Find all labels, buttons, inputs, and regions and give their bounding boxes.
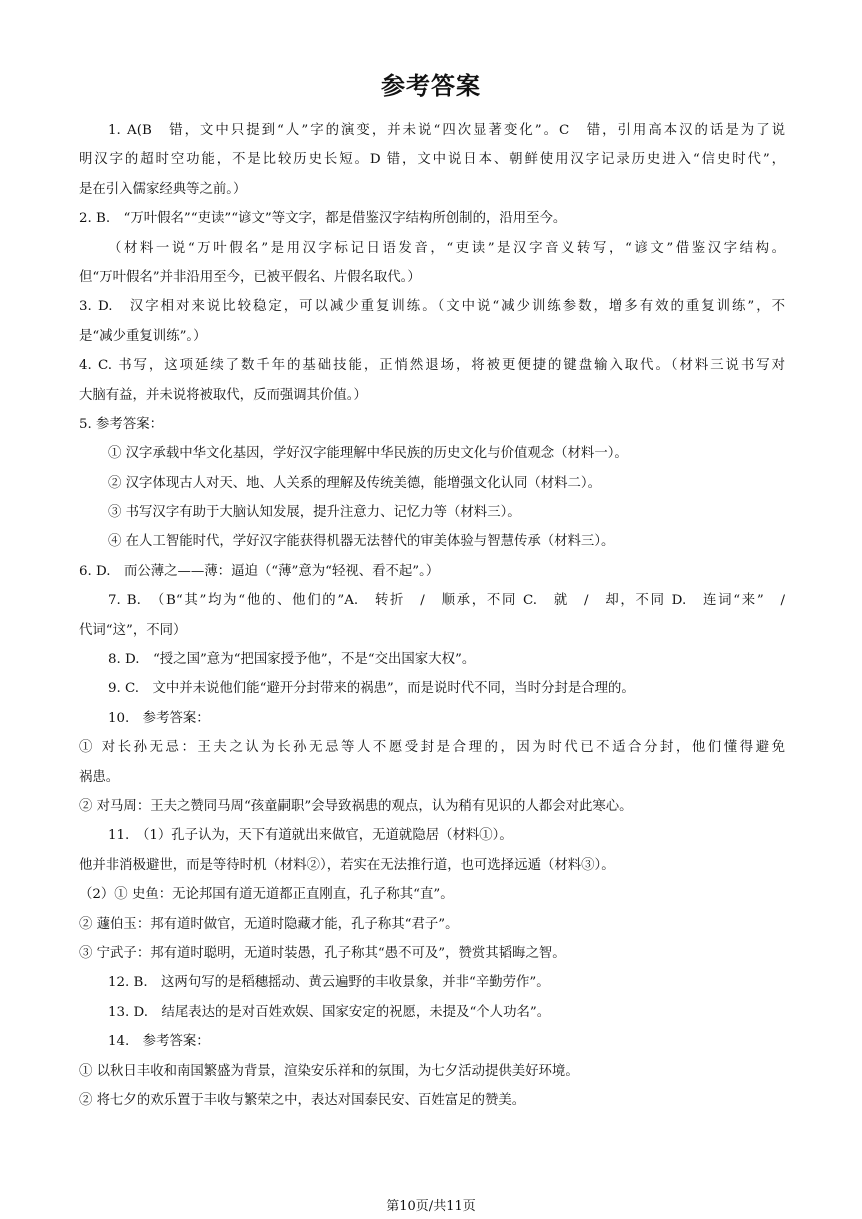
page-title: 参考答案 <box>381 72 481 100</box>
answer-11-part-2-point-3: ③ 宁武子：邦有道时聪明，无道时装愚，孔子称其“愚不可及”，赞赏其韬晦之智。 <box>79 945 566 961</box>
page-number: 第10页/共11页 <box>386 1199 476 1214</box>
answer-body <box>79 116 785 1115</box>
answer-10-heading: 10. 参考答案： <box>108 710 210 726</box>
answer-1-line-2: 明汉字的超时空功能，不是比较历史长短。D 错，文中说日本、朝鲜使用汉字记录历史进入“信史时代”， <box>79 152 785 168</box>
answer-1-line-1: 1. A(B 错，文中只提到“人”字的演变，并未说“四次显著变化”。C 错，引用高本汉的话是为了说 <box>108 123 785 138</box>
answer-2-line-1: 2. B. “万叶假名”“吏读”“谚文”等文字，都是借鉴汉字结构所创制的，沿用至今。 <box>79 211 567 227</box>
answer-2-line-3: 但“万叶假名”并非沿用至今，已被平假名、片假名取代。） <box>79 269 421 285</box>
answer-14-point-2: ② 将七夕的欢乐置于丰收与繁荣之中，表达对国泰民安、百姓富足的赞美。 <box>79 1092 526 1108</box>
answer-11-part-2-point-1: （2）① 史鱼：无论邦国有道无道都正直刚直，孔子称其“直”。 <box>79 887 454 903</box>
answer-4-line-1: 4. C. 书写，这项延续了数千年的基础技能，正悄然退场，将被更便捷的键盘输入取代。（材料三说书写对 <box>79 358 785 374</box>
answer-12: 12. B. 这两句写的是稻穗摇动、黄云遍野的丰收景象，并非“辛勤劳作”。 <box>108 975 550 991</box>
answer-11-part-1-line-1: 11. （1）孔子认为，天下有道就出来做官，无道就隐居（材料①）。 <box>108 828 513 844</box>
answer-14-heading: 14. 参考答案： <box>108 1034 210 1050</box>
answer-5-heading: 5. 参考答案： <box>79 416 163 432</box>
answer-5-point-4: ④ 在人工智能时代，学好汉字能获得机器无法替代的审美体验与智慧传承（材料三）。 <box>108 534 615 550</box>
answer-8: 8. D. “授之国”意为“把国家授予他”，不是“交出国家大权”。 <box>108 652 476 668</box>
answer-11-part-1-line-2: 他并非消极避世，而是等待时机（材料②），若实在无法推行道，也可选择远遁（材料③）。 <box>79 857 615 873</box>
answer-2-line-2: （材料一说“万叶假名”是用汉字标记日语发音，“吏读”是汉字音义转写，“谚文”借鉴汉字结构。 <box>108 240 785 256</box>
answer-6: 6. D. 而公薄之——薄：逼迫（“薄”意为“轻视、看不起”。） <box>79 563 440 579</box>
answer-5-point-1: ① 汉字承载中华文化基因，学好汉字能理解中华民族的历史文化与价值观念（材料一）。 <box>108 446 628 462</box>
answer-1-line-3: 是在引入儒家经典等之前。） <box>79 181 247 197</box>
answer-3-line-2: 是“减少重复训练”。） <box>79 328 207 344</box>
answer-11-part-2-point-2: ② 蘧伯玉：邦有道时做官，无道时隐藏才能，孔子称其“君子”。 <box>79 916 459 932</box>
answer-3-line-1: 3. D. 汉字相对来说比较稳定，可以减少重复训练。（文中说“减少训练参数，增多有效的重复训练”，不 <box>79 299 785 315</box>
answer-7-line-1: 7. B. （B“其”均为“他的、他们的”A. 转折 / 顺承，不同 C. 就 / 却，不同 D. 连词“来” / <box>108 593 785 609</box>
answer-14-point-1: ① 以秋日丰收和南国繁盛为背景，渲染安乐祥和的氛围，为七夕活动提供美好环境。 <box>79 1063 579 1079</box>
answer-7-line-2: 代词“这”，不同） <box>79 622 187 638</box>
answer-9: 9. C. 文中并未说他们能“避开分封带来的祸患”，而是说时代不同，当时分封是合理的。 <box>108 681 635 697</box>
answer-5-point-2: ② 汉字体现古人对天、地、人关系的理解及传统美德，能增强文化认同（材料二）。 <box>108 475 602 491</box>
answer-5-point-3: ③ 书写汉字有助于大脑认知发展，提升注意力、记忆力等（材料三）。 <box>108 505 521 521</box>
answer-10-point-1-line-1: ① 对长孙无忌：王夫之认为长孙无忌等人不愿受封是合理的，因为时代已不适合分封，他们懂得避免 <box>79 740 785 756</box>
answer-10-point-2: ② 对马周：王夫之赞同马周“孩童嗣职”会导致祸患的观点，认为稍有见识的人都会对此寒心。 <box>79 798 633 814</box>
answer-13: 13. D. 结尾表达的是对百姓欢娱、国家安定的祝愿，未提及“个人功名”。 <box>108 1004 551 1020</box>
answer-10-point-1-line-2: 祸患。 <box>79 769 120 785</box>
answer-4-line-2: 大脑有益，并未说将被取代，反而强调其价值。） <box>79 387 367 403</box>
